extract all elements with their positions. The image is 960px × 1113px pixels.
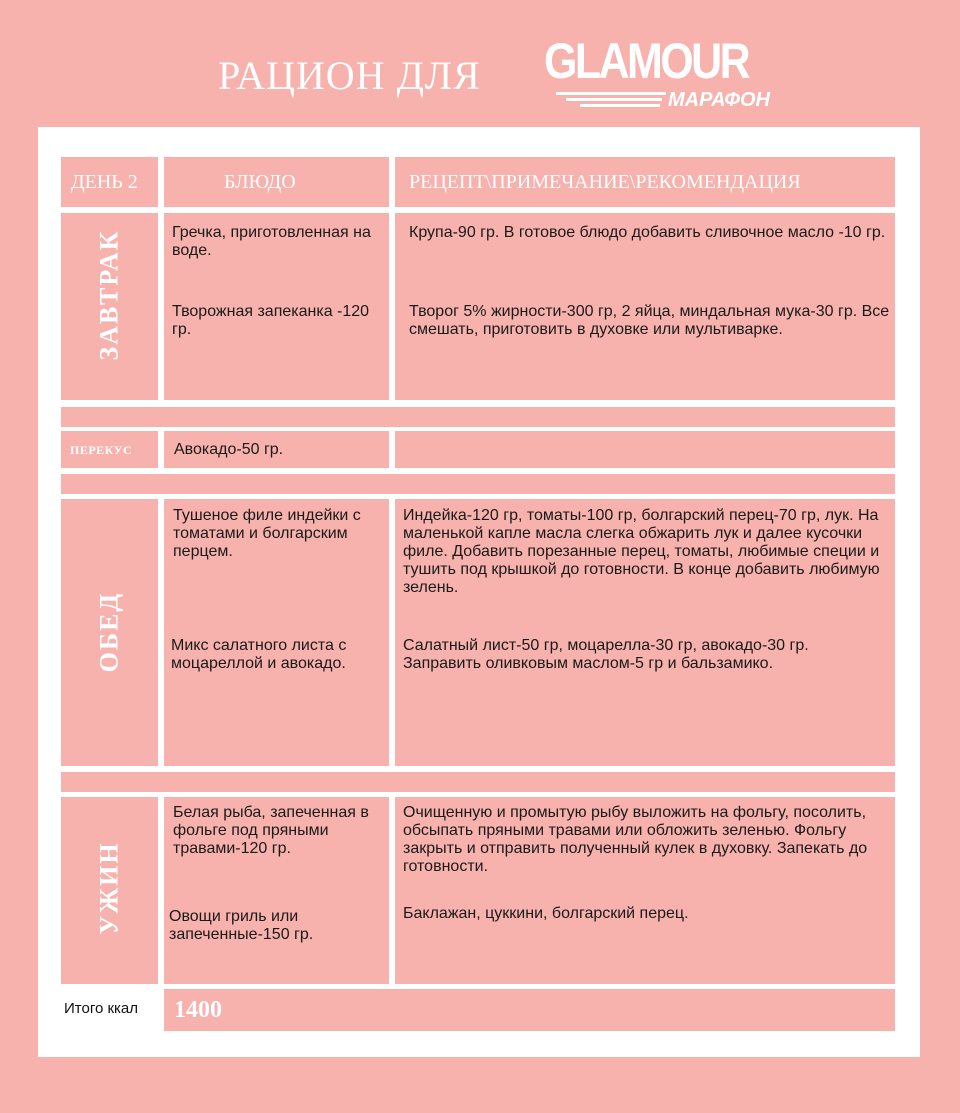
dinner-dish-2: Овощи гриль или запеченные-150 гр. xyxy=(169,908,314,943)
snack-dish-cell xyxy=(164,431,389,468)
lunch-recipe-cell xyxy=(395,499,895,766)
dinner-recipe-1: Очищенную и промытую рыбу выложить на фольгу, посолить, обсыпать пряными травами или обложить зеленью. Фольгу закрыть и отправить полученный кулек в духовку. Запекать до готовности. xyxy=(403,804,868,875)
dinner-dish-1: Белая рыба, запеченная в фольге под пряными травами-120 гр. xyxy=(173,804,369,857)
dinner-recipe-cell xyxy=(395,797,895,984)
snack-label-cell xyxy=(61,431,158,468)
spacer-row xyxy=(61,474,895,494)
glamour-logo: GLAMOUR xyxy=(544,33,749,89)
header-day: ДЕНЬ 2 xyxy=(71,171,138,193)
breakfast-recipe-1: Крупа-90 гр. В готовое блюдо добавить сливочное масло -10 гр. xyxy=(409,224,886,241)
header-recipe: РЕЦЕПТ\ПРИМЕЧАНИЕ\РЕКОМЕНДАЦИЯ xyxy=(409,171,801,193)
breakfast-recipe-cell xyxy=(395,213,895,400)
lunch-recipe-1: Индейка-120 гр, томаты-100 гр, болгарский перец-70 гр, лук. На маленькой капле масла слегка обжарить лук и далее кусочки филе. Добавить порезанные перец, томаты, любимые специи и тушить под крышкой до готовности. В конце добавить любимую зелень. xyxy=(403,507,880,596)
header-day-cell xyxy=(61,157,158,207)
breakfast-dish-cell xyxy=(164,213,389,400)
lunch-label: ОБЕД xyxy=(94,591,124,673)
lunch-recipe-2: Салатный лист-50 гр, моцарелла-30 гр, авокадо-30 гр. Заправить оливковым маслом-5 гр и бальзамико. xyxy=(403,637,809,672)
logo-speed-line xyxy=(566,98,662,101)
dinner-dish-cell xyxy=(164,797,389,984)
total-value: 1400 xyxy=(174,997,222,1023)
breakfast-recipe-2: Творог 5% жирности-300 гр, 2 яйца, миндальная мука-30 гр. Все смешать, приготовить в духовке или мультиварке. xyxy=(409,303,890,338)
breakfast-label: ЗАВТРАК xyxy=(94,229,124,361)
breakfast-dish-1: Гречка, приготовленная на воде. xyxy=(172,224,371,259)
diet-table xyxy=(38,127,920,1057)
total-value-cell xyxy=(164,989,895,1031)
dinner-label-cell xyxy=(61,797,158,984)
spacer-row xyxy=(61,772,895,792)
lunch-dish-2: Микс салатного листа с моцареллой и авокадо. xyxy=(171,637,347,672)
total-label: Итого ккал xyxy=(64,1000,139,1017)
header-dish: БЛЮДО xyxy=(224,171,296,193)
spacer-row xyxy=(61,407,895,427)
header-recipe-cell xyxy=(395,157,895,207)
dinner-label: УЖИН xyxy=(94,841,124,935)
page-title: РАЦИОН ДЛЯ xyxy=(218,53,481,98)
dinner-recipe-2: Баклажан, цуккини, болгарский перец. xyxy=(403,905,689,922)
page-header xyxy=(0,0,960,125)
header-dish-cell xyxy=(164,157,389,207)
snack-recipe-cell xyxy=(395,431,895,468)
lunch-dish-1: Тушеное филе индейки с томатами и болгарским перцем. xyxy=(173,507,361,560)
glamour-logo-subtitle: МАРАФОН xyxy=(668,89,770,111)
breakfast-dish-2: Творожная запеканка -120 гр. xyxy=(172,303,370,338)
breakfast-label-cell xyxy=(61,213,158,400)
snack-dish-1: Авокадо-50 гр. xyxy=(174,441,284,458)
logo-speed-line xyxy=(556,92,666,95)
snack-label: ПЕРЕКУС xyxy=(70,443,133,457)
lunch-dish-cell xyxy=(164,499,389,766)
lunch-label-cell xyxy=(61,499,158,766)
logo-speed-line xyxy=(580,104,660,107)
